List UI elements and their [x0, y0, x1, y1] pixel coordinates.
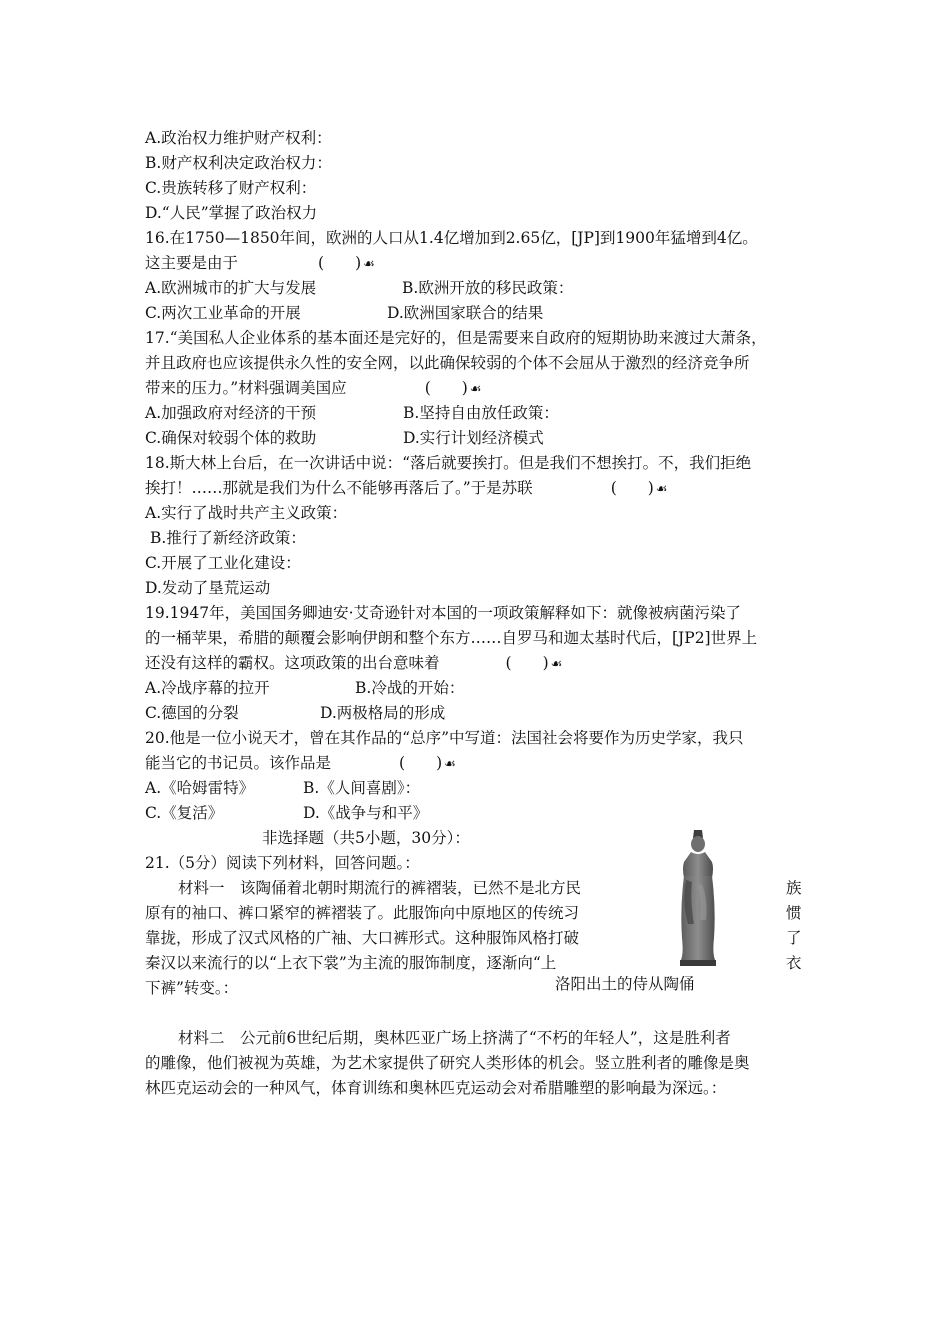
q16-stem-line1: 16.在1750—1850年间，欧洲的人口从1.4亿增加到2.65亿，[JP]到1900年猛增到4亿。 — [145, 229, 758, 247]
q19-option-a: A.冷战序幕的拉开 — [145, 679, 270, 697]
q18-option-c: C.开展了工业化建设： — [145, 554, 301, 572]
q18-option-a: A.实行了战时共产主义政策： — [145, 504, 348, 522]
q19-option-d: D.两极格局的形成 — [320, 704, 446, 722]
q16-answer-blank: ( ) — [318, 254, 362, 272]
material-one-line3-end: 了 — [786, 929, 802, 947]
q20-option-d: D.《战争与和平》 — [303, 804, 429, 822]
q17-stem-line2: 并且政府也应该提供永久性的安全网，以此确保较弱的个体不会屈从于激烈的经济竞争所 — [145, 354, 750, 372]
section-title: 非选择题（共5小题，30分）： — [262, 829, 470, 847]
hand-mark-icon: ☙ — [550, 657, 563, 672]
hand-mark-icon: ☙ — [655, 482, 668, 497]
q15-option-a: A.政治权力维护财产权利： — [145, 129, 332, 147]
q20-stem-line2 — [145, 753, 456, 775]
q16-option-c: C.两次工业革命的开展 — [145, 304, 301, 322]
hand-mark-icon: ☙ — [469, 382, 482, 397]
q20-option-a: A.《哈姆雷特》 — [145, 779, 255, 797]
q15-option-d: D.“人民”掌握了政治权力 — [145, 204, 318, 222]
material-one-line4-end: 衣 — [786, 954, 802, 972]
q16-stem-line2 — [145, 253, 375, 275]
q15-option-c: C.贵族转移了财产权利： — [145, 179, 317, 197]
q19-option-c: C.德国的分裂 — [145, 704, 239, 722]
material-one-line4: 秦汉以来流行的以“上衣下裳”为主流的服饰制度，逐渐向“上 — [145, 954, 557, 972]
pottery-figurine-image — [672, 828, 724, 968]
material-one-line3: 靠拢，形成了汉式风格的广袖、大口裤形式。这种服饰风格打破 — [145, 929, 580, 947]
material-two-line3: 林匹克运动会的一种风气，体育训练和奥林匹克运动会对希腊雕塑的影响最为深远。： — [145, 1079, 727, 1097]
hand-mark-icon: ☙ — [444, 757, 456, 772]
q20-stem-line1: 20.他是一位小说天才，曾在其作品的“总序”中写道：法国社会将要作为历史学家，我只 — [145, 729, 744, 747]
q17-option-b: B.坚持自由放任政策： — [403, 404, 559, 422]
q19-stem-line2: 的一桶苹果，希腊的颠覆会影响伊朗和整个东方……自罗马和迦太基时代后，[JP2]世界上 — [145, 629, 758, 647]
q19-stem-line3 — [145, 653, 562, 675]
material-two-line2: 的雕像，他们被视为英雄，为艺术家提供了研究人类形体的机会。竖立胜利者的雕像是奥 — [145, 1054, 750, 1072]
q18-answer-blank: ( ) — [610, 479, 654, 497]
q15-option-b: B.财产权利决定政治权力： — [145, 154, 332, 172]
q17-option-d: D.实行计划经济模式 — [403, 429, 544, 447]
q17-option-c: C.确保对较弱个体的救助 — [145, 429, 317, 447]
q18-stem-line2 — [145, 478, 667, 500]
q20-option-c: C.《复活》 — [145, 804, 224, 822]
figurine-svg — [672, 828, 724, 968]
q17-stem-line3 — [145, 378, 481, 400]
q17-stem-line1: 17.“美国私人企业体系的基本面还是完好的，但是需要来自政府的短期协助来渡过大萧条， — [145, 329, 767, 347]
material-one-line2-end: 惯 — [786, 904, 802, 922]
material-one-line1: 材料一 该陶俑着北朝时期流行的裤褶装，已然不是北方民 — [178, 879, 582, 897]
q19-stem-line1: 19.1947年，美国国务卿迪安·艾奇逊针对本国的一项政策解释如下：就像被病菌污染了 — [145, 604, 742, 622]
material-two-line1: 材料二 公元前6世纪后期，奥林匹亚广场上挤满了“不朽的年轻人”，这是胜利者 — [178, 1029, 731, 1047]
material-one-line2: 原有的袖口、裤口紧窄的裤褶装了。此服饰向中原地区的传统习 — [145, 904, 580, 922]
q20-stem-text: 能当它的书记员。该作品是 — [145, 754, 332, 772]
q19-answer-blank: ( ) — [505, 654, 549, 672]
q20-option-b: B.《人间喜剧》： — [303, 779, 421, 797]
hand-mark-icon: ☙ — [363, 257, 375, 272]
q18-option-b: B.推行了新经济政策： — [150, 529, 306, 547]
q17-answer-blank: ( ) — [424, 379, 468, 397]
q20-answer-blank: ( ) — [399, 754, 443, 772]
q18-stem-line1: 18.斯大林上台后，在一次讲话中说：“落后就要挨打。但是我们不想挨打。不，我们拒绝 — [145, 454, 752, 472]
q17-option-a: A.加强政府对经济的干预 — [145, 404, 317, 422]
material-one-line1-end: 族 — [786, 879, 802, 897]
q21-stem: 21.（5分）阅读下列材料，回答问题。： — [145, 854, 420, 872]
material-one-line5: 下裤”转变。： — [145, 979, 239, 997]
q16-option-a: A.欧洲城市的扩大与发展 — [145, 279, 317, 297]
q16-stem-text: 这主要是由于 — [145, 254, 239, 272]
q18-stem-text: 挨打！……那就是我们为什么不能够再落后了。”于是苏联 — [145, 479, 533, 497]
q16-option-d: D.欧洲国家联合的结果 — [387, 304, 544, 322]
q17-stem-text: 带来的压力。”材料强调美国应 — [145, 379, 347, 397]
figurine-caption: 洛阳出土的侍从陶俑 — [555, 975, 695, 993]
q18-option-d: D.发动了垦荒运动 — [145, 579, 271, 597]
q19-option-b: B.冷战的开始： — [355, 679, 465, 697]
q16-option-b: B.欧洲开放的移民政策： — [402, 279, 574, 297]
q19-stem-text: 还没有这样的霸权。这项政策的出台意味着 — [145, 654, 440, 672]
